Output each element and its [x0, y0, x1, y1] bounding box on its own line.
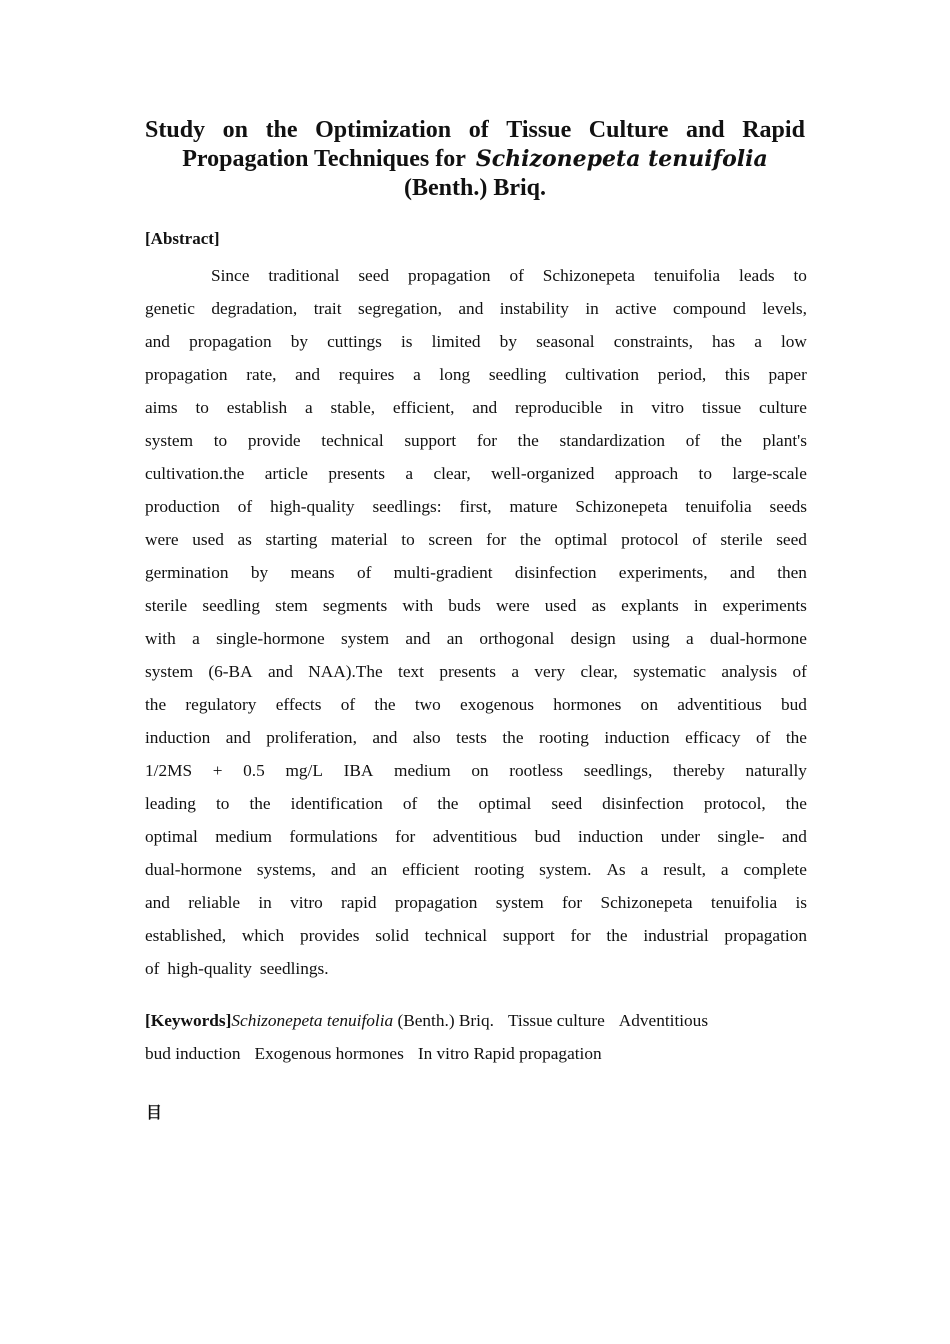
abstract-word: the: [437, 794, 459, 813]
abstract-word: induction: [145, 728, 211, 747]
abstract-line: [145, 754, 807, 787]
abstract-line: [145, 457, 807, 490]
abstract-word: induction: [577, 827, 644, 846]
abstract-word: two: [414, 695, 441, 714]
abstract-word: constraints,: [613, 332, 693, 351]
abstract-word: As: [606, 860, 626, 879]
abstract-word: for: [562, 893, 583, 912]
abstract-word: paper: [768, 365, 807, 384]
title-species-name: Schizonepeta tenuifolia: [475, 146, 768, 172]
abstract-word: support: [502, 926, 555, 945]
abstract-word: and: [330, 860, 356, 879]
abstract-word: to: [215, 794, 230, 813]
abstract-word: high-quality: [270, 497, 355, 516]
abstract-word: in: [620, 398, 634, 417]
abstract-word: culture: [758, 398, 807, 417]
abstract-word: IBA: [343, 761, 374, 780]
abstract-word: result,: [663, 860, 706, 879]
abstract-word: segregation,: [357, 299, 442, 318]
abstract-word: system: [495, 893, 544, 912]
title-word: Study: [145, 117, 206, 143]
abstract-word: first,: [459, 497, 492, 516]
abstract-line: [145, 721, 807, 754]
abstract-word: dual-hormone: [145, 860, 242, 879]
abstract-word: 0.5: [243, 761, 265, 780]
abstract-word: on: [471, 761, 489, 780]
abstract-word: by: [290, 332, 308, 351]
abstract-word: design: [570, 629, 616, 648]
keywords-label: [Keywords]: [145, 1011, 232, 1030]
abstract-line: [145, 589, 807, 622]
abstract-word: tenuifolia: [710, 893, 778, 912]
abstract-word: technical: [424, 926, 488, 945]
abstract-word: seedling: [202, 596, 260, 615]
abstract-word: multi-gradient: [393, 563, 493, 582]
abstract-word: this: [724, 365, 750, 384]
abstract-word: the: [249, 794, 271, 813]
abstract-word: hormones: [553, 695, 622, 714]
abstract-word: propagation: [394, 893, 478, 912]
abstract-word: vitro: [651, 398, 685, 417]
abstract-word: mg/L: [285, 761, 323, 780]
abstract-word: system.: [539, 860, 592, 879]
abstract-word: and: [295, 365, 321, 384]
abstract-word: plant's: [762, 431, 807, 450]
keywords-section: [145, 1004, 807, 1070]
abstract-word: is: [400, 332, 413, 351]
title-word: of: [468, 117, 489, 143]
abstract-line: [145, 325, 807, 358]
toc-heading: 目: [146, 1103, 163, 1122]
abstract-word: requires: [338, 365, 395, 384]
abstract-word: by: [499, 332, 517, 351]
abstract-word: rootless: [509, 761, 564, 780]
abstract-word: and: [472, 398, 498, 417]
abstract-word: system: [145, 431, 194, 450]
title-line-3: (Benth.) Briq.: [403, 175, 546, 201]
abstract-word: cultivation.the: [145, 464, 245, 483]
abstract-word: for: [570, 926, 591, 945]
abstract-word: propagation: [189, 332, 272, 351]
abstract-word: a: [511, 662, 520, 681]
abstract-word: in: [693, 596, 708, 615]
abstract-word: and: [458, 299, 484, 318]
abstract-word: as: [237, 530, 252, 549]
abstract-word: the: [606, 926, 628, 945]
abstract-word: the: [145, 695, 167, 714]
abstract-word: of: [145, 959, 160, 978]
abstract-word: single-: [717, 827, 765, 846]
title-word: Tissue: [506, 117, 572, 143]
abstract-word: single-hormone: [216, 629, 325, 648]
abstract-word: approach: [614, 464, 679, 483]
abstract-line: [145, 424, 807, 457]
abstract-word: a: [304, 398, 313, 417]
abstract-line: [145, 919, 807, 952]
abstract-word: effects: [275, 695, 322, 714]
title-word: and: [685, 117, 725, 143]
abstract-word: efficient: [402, 860, 460, 879]
abstract-word: stem: [275, 596, 308, 615]
abstract-word: very: [534, 662, 566, 681]
abstract-word: provide: [247, 431, 301, 450]
abstract-word: cuttings: [327, 332, 382, 351]
abstract-word: has: [712, 332, 736, 351]
abstract-word: seasonal: [536, 332, 595, 351]
abstract-word: germination: [145, 563, 229, 582]
abstract-word: of: [237, 497, 253, 516]
abstract-line: [145, 853, 807, 886]
abstract-word: for: [476, 431, 497, 450]
abstract-word: orthogonal: [479, 629, 555, 648]
abstract-word: were: [145, 530, 179, 549]
abstract-word: rapid: [341, 893, 377, 912]
keyword-tissue-culture: Tissue culture: [507, 1011, 605, 1030]
abstract-word: text: [398, 662, 424, 681]
abstract-word: to: [213, 431, 228, 450]
title-word: Culture: [588, 117, 669, 143]
abstract-word: tenuifolia: [685, 497, 752, 516]
abstract-body: [145, 259, 807, 985]
abstract-word: which: [241, 926, 285, 945]
abstract-word: formulations: [289, 827, 378, 846]
title-word: on: [222, 117, 248, 143]
keyword-authority: (Benth.) Briq.: [397, 1011, 494, 1030]
abstract-word: seed: [776, 530, 807, 549]
abstract-word: starting: [265, 530, 318, 549]
abstract-word: a: [685, 629, 694, 648]
title-word: Rapid: [742, 117, 805, 143]
abstract-word: reliable: [188, 893, 241, 912]
abstract-word: is: [795, 893, 807, 912]
abstract-word: presents: [439, 662, 496, 681]
keyword-bud-induction: bud induction: [145, 1044, 241, 1063]
abstract-word: rooting: [474, 860, 525, 879]
abstract-word: and: [781, 827, 807, 846]
abstract-word: in: [585, 299, 599, 318]
abstract-word: reproducible: [515, 398, 603, 417]
abstract-word: screen: [428, 530, 473, 549]
abstract-word: production: [145, 497, 220, 516]
abstract-word: establish: [226, 398, 288, 417]
abstract-word: and: [145, 332, 170, 351]
abstract-word: system: [145, 662, 194, 681]
abstract-word: propagation: [724, 926, 807, 945]
abstract-word: established,: [145, 926, 227, 945]
abstract-line: [145, 358, 807, 391]
abstract-word: an: [370, 860, 388, 879]
abstract-word: medium: [394, 761, 451, 780]
abstract-word: Schizonepeta: [575, 497, 668, 516]
abstract-word: compound: [672, 299, 746, 318]
abstract-line: [145, 820, 807, 853]
abstract-word: disinfection: [514, 563, 597, 582]
abstract-word: rate,: [246, 365, 277, 384]
abstract-word: then: [777, 563, 807, 582]
abstract-word: 1/2MS: [145, 761, 193, 780]
abstract-line: [145, 490, 807, 523]
abstract-word: of: [340, 695, 356, 714]
abstract-word: mature: [509, 497, 558, 516]
abstract-word: clear,: [433, 464, 471, 483]
abstract-word: standardization: [559, 431, 666, 450]
abstract-word: induction: [604, 728, 670, 747]
abstract-word: to: [401, 530, 415, 549]
abstract-word: a: [413, 365, 421, 384]
title-line-2-text: Propagation Techniques for: [182, 146, 466, 172]
abstract-word: system: [341, 629, 390, 648]
abstract-word: a: [192, 629, 200, 648]
abstract-word: optimal: [554, 530, 608, 549]
abstract-word: Schizonepeta: [600, 893, 693, 912]
abstract-word: support: [404, 431, 457, 450]
title-word: Optimization: [315, 117, 452, 143]
abstract-word: provides: [299, 926, 360, 945]
abstract-word: and: [145, 893, 170, 912]
abstract-word: experiments: [722, 596, 807, 615]
abstract-word: the: [517, 431, 539, 450]
abstract-word: sterile: [145, 596, 188, 615]
abstract-word: the: [502, 728, 524, 747]
abstract-word: article: [264, 464, 308, 483]
abstract-word: adventitious: [432, 827, 518, 846]
abstract-word: instability: [499, 299, 569, 318]
abstract-heading: [Abstract]: [145, 229, 220, 248]
abstract-word: using: [632, 629, 670, 648]
abstract-word: protocol,: [703, 794, 766, 813]
abstract-word: dual-hormone: [710, 629, 807, 648]
abstract-word: genetic: [145, 299, 195, 318]
keyword-rapid-propagation: In vitro Rapid propagation: [417, 1044, 602, 1063]
abstract-word: as: [591, 596, 606, 615]
abstract-line: [145, 787, 807, 820]
abstract-word: of: [755, 728, 771, 747]
abstract-line: [145, 655, 807, 688]
abstract-word: explants: [621, 596, 679, 615]
abstract-word: seed: [358, 266, 390, 285]
abstract-word: of: [792, 662, 807, 681]
abstract-line: [145, 556, 807, 589]
abstract-word: and: [267, 662, 293, 681]
abstract-line: [145, 886, 807, 919]
abstract-word: the: [720, 431, 742, 450]
title-word: the: [265, 117, 298, 143]
abstract-word: optimal: [145, 827, 198, 846]
abstract-word: leading: [145, 794, 196, 813]
abstract-word: exogenous: [460, 695, 534, 714]
abstract-word: propagation: [407, 266, 491, 285]
keyword-adventitious: Adventitious: [618, 1011, 709, 1030]
abstract-word: also: [412, 728, 441, 747]
abstract-word: sterile: [720, 530, 763, 549]
abstract-word: high-quality: [167, 959, 252, 978]
abstract-word: seedling: [488, 365, 547, 384]
abstract-word: a: [640, 860, 649, 879]
abstract-word: analysis: [721, 662, 778, 681]
abstract-word: for: [395, 827, 416, 846]
abstract-word: and: [405, 629, 431, 648]
abstract-line: [145, 688, 807, 721]
abstract-word: under: [660, 827, 701, 846]
title-line-1: [145, 116, 805, 145]
abstract-word: regulatory: [185, 695, 257, 714]
keywords-line-1: [145, 1004, 807, 1037]
abstract-word: seed: [551, 794, 583, 813]
abstract-word: of: [685, 431, 701, 450]
abstract-line: [145, 622, 807, 655]
abstract-word: tests: [456, 728, 487, 747]
abstract-word: bud: [534, 827, 561, 846]
abstract-word: naturally: [745, 761, 807, 780]
abstract-word: used: [192, 530, 224, 549]
abstract-word: propagation: [145, 365, 228, 384]
abstract-word: an: [446, 629, 464, 648]
abstract-word: vitro: [290, 893, 323, 912]
abstract-word: proliferation,: [266, 728, 357, 747]
abstract-word: adventitious: [677, 695, 762, 714]
abstract-word: aims: [145, 398, 178, 417]
abstract-line: [145, 523, 807, 556]
abstract-word: experiments,: [618, 563, 708, 582]
abstract-word: trait: [313, 299, 342, 318]
abstract-word: NAA).The: [308, 662, 383, 681]
abstract-word: for: [486, 530, 507, 549]
abstract-word: of: [509, 266, 524, 285]
abstract-word: limited: [431, 332, 481, 351]
abstract-word: clear,: [580, 662, 618, 681]
keywords-line-2: [145, 1037, 807, 1070]
abstract-word: traditional: [268, 266, 340, 285]
keyword-exogenous-hormones: Exogenous hormones: [254, 1044, 404, 1063]
abstract-word: medium: [215, 827, 272, 846]
abstract-line: [145, 952, 807, 985]
abstract-word: seeds: [769, 497, 807, 516]
abstract-word: presents: [328, 464, 385, 483]
abstract-word: material: [331, 530, 388, 549]
abstract-word: seedlings:: [372, 497, 442, 516]
abstract-line: [145, 391, 807, 424]
abstract-line: [145, 259, 807, 292]
abstract-word: complete: [743, 860, 807, 879]
abstract-word: and: [729, 563, 755, 582]
abstract-word: +: [212, 761, 223, 780]
abstract-word: the: [785, 728, 807, 747]
abstract-word: degradation,: [211, 299, 298, 318]
abstract-word: in: [258, 893, 272, 912]
abstract-word: means: [290, 563, 335, 582]
abstract-word: Since: [211, 266, 250, 285]
abstract-word: a: [405, 464, 414, 483]
abstract-word: stable,: [330, 398, 376, 417]
keyword-species: Schizonepeta tenuifolia: [231, 1011, 394, 1030]
abstract-word: low: [780, 332, 807, 351]
abstract-word: (6-BA: [208, 662, 253, 681]
abstract-word: on: [640, 695, 658, 714]
abstract-word: and: [372, 728, 398, 747]
abstract-word: systems,: [256, 860, 316, 879]
abstract-word: to: [698, 464, 712, 483]
abstract-word: rooting: [538, 728, 589, 747]
abstract-word: segments: [322, 596, 388, 615]
abstract-word: tissue: [701, 398, 742, 417]
abstract-word: by: [250, 563, 269, 582]
abstract-word: tenuifolia: [653, 266, 721, 285]
abstract-word: long: [439, 365, 471, 384]
abstract-word: used: [544, 596, 577, 615]
abstract-word: the: [785, 794, 807, 813]
abstract-word: of: [356, 563, 372, 582]
abstract-word: systematic: [633, 662, 707, 681]
abstract-word: well-organized: [491, 464, 595, 483]
abstract-word: with: [145, 629, 176, 648]
abstract-word: large-scale: [732, 464, 807, 483]
abstract-line: [145, 292, 807, 325]
paper-title: [145, 116, 805, 203]
abstract-word: to: [195, 398, 209, 417]
abstract-word: efficacy: [685, 728, 741, 747]
abstract-word: efficient,: [392, 398, 455, 417]
abstract-word: were: [496, 596, 530, 615]
abstract-word: a: [754, 332, 762, 351]
abstract-word: industrial: [643, 926, 709, 945]
abstract-word: solid: [375, 926, 409, 945]
abstract-word: identification: [290, 794, 383, 813]
abstract-word: technical: [321, 431, 384, 450]
abstract-word: to: [793, 266, 807, 285]
abstract-word: and: [225, 728, 251, 747]
abstract-word: seedlings.: [259, 959, 329, 978]
abstract-word: the: [374, 695, 396, 714]
abstract-word: the: [519, 530, 542, 549]
abstract-word: levels,: [762, 299, 807, 318]
title-line-2: [145, 145, 805, 174]
abstract-word: a: [720, 860, 729, 879]
abstract-word: Schizonepeta: [542, 266, 635, 285]
abstract-word: disinfection: [602, 794, 684, 813]
abstract-word: period,: [657, 365, 707, 384]
abstract-word: with: [402, 596, 434, 615]
abstract-word: optimal: [478, 794, 532, 813]
abstract-word: of: [692, 530, 707, 549]
abstract-word: bud: [781, 695, 807, 714]
abstract-word: of: [402, 794, 418, 813]
abstract-word: buds: [448, 596, 481, 615]
abstract-word: protocol: [621, 530, 679, 549]
abstract-word: leads: [739, 266, 775, 285]
abstract-word: cultivation: [565, 365, 640, 384]
abstract-word: seedlings,: [583, 761, 653, 780]
abstract-word: thereby: [673, 761, 725, 780]
abstract-word: active: [615, 299, 657, 318]
